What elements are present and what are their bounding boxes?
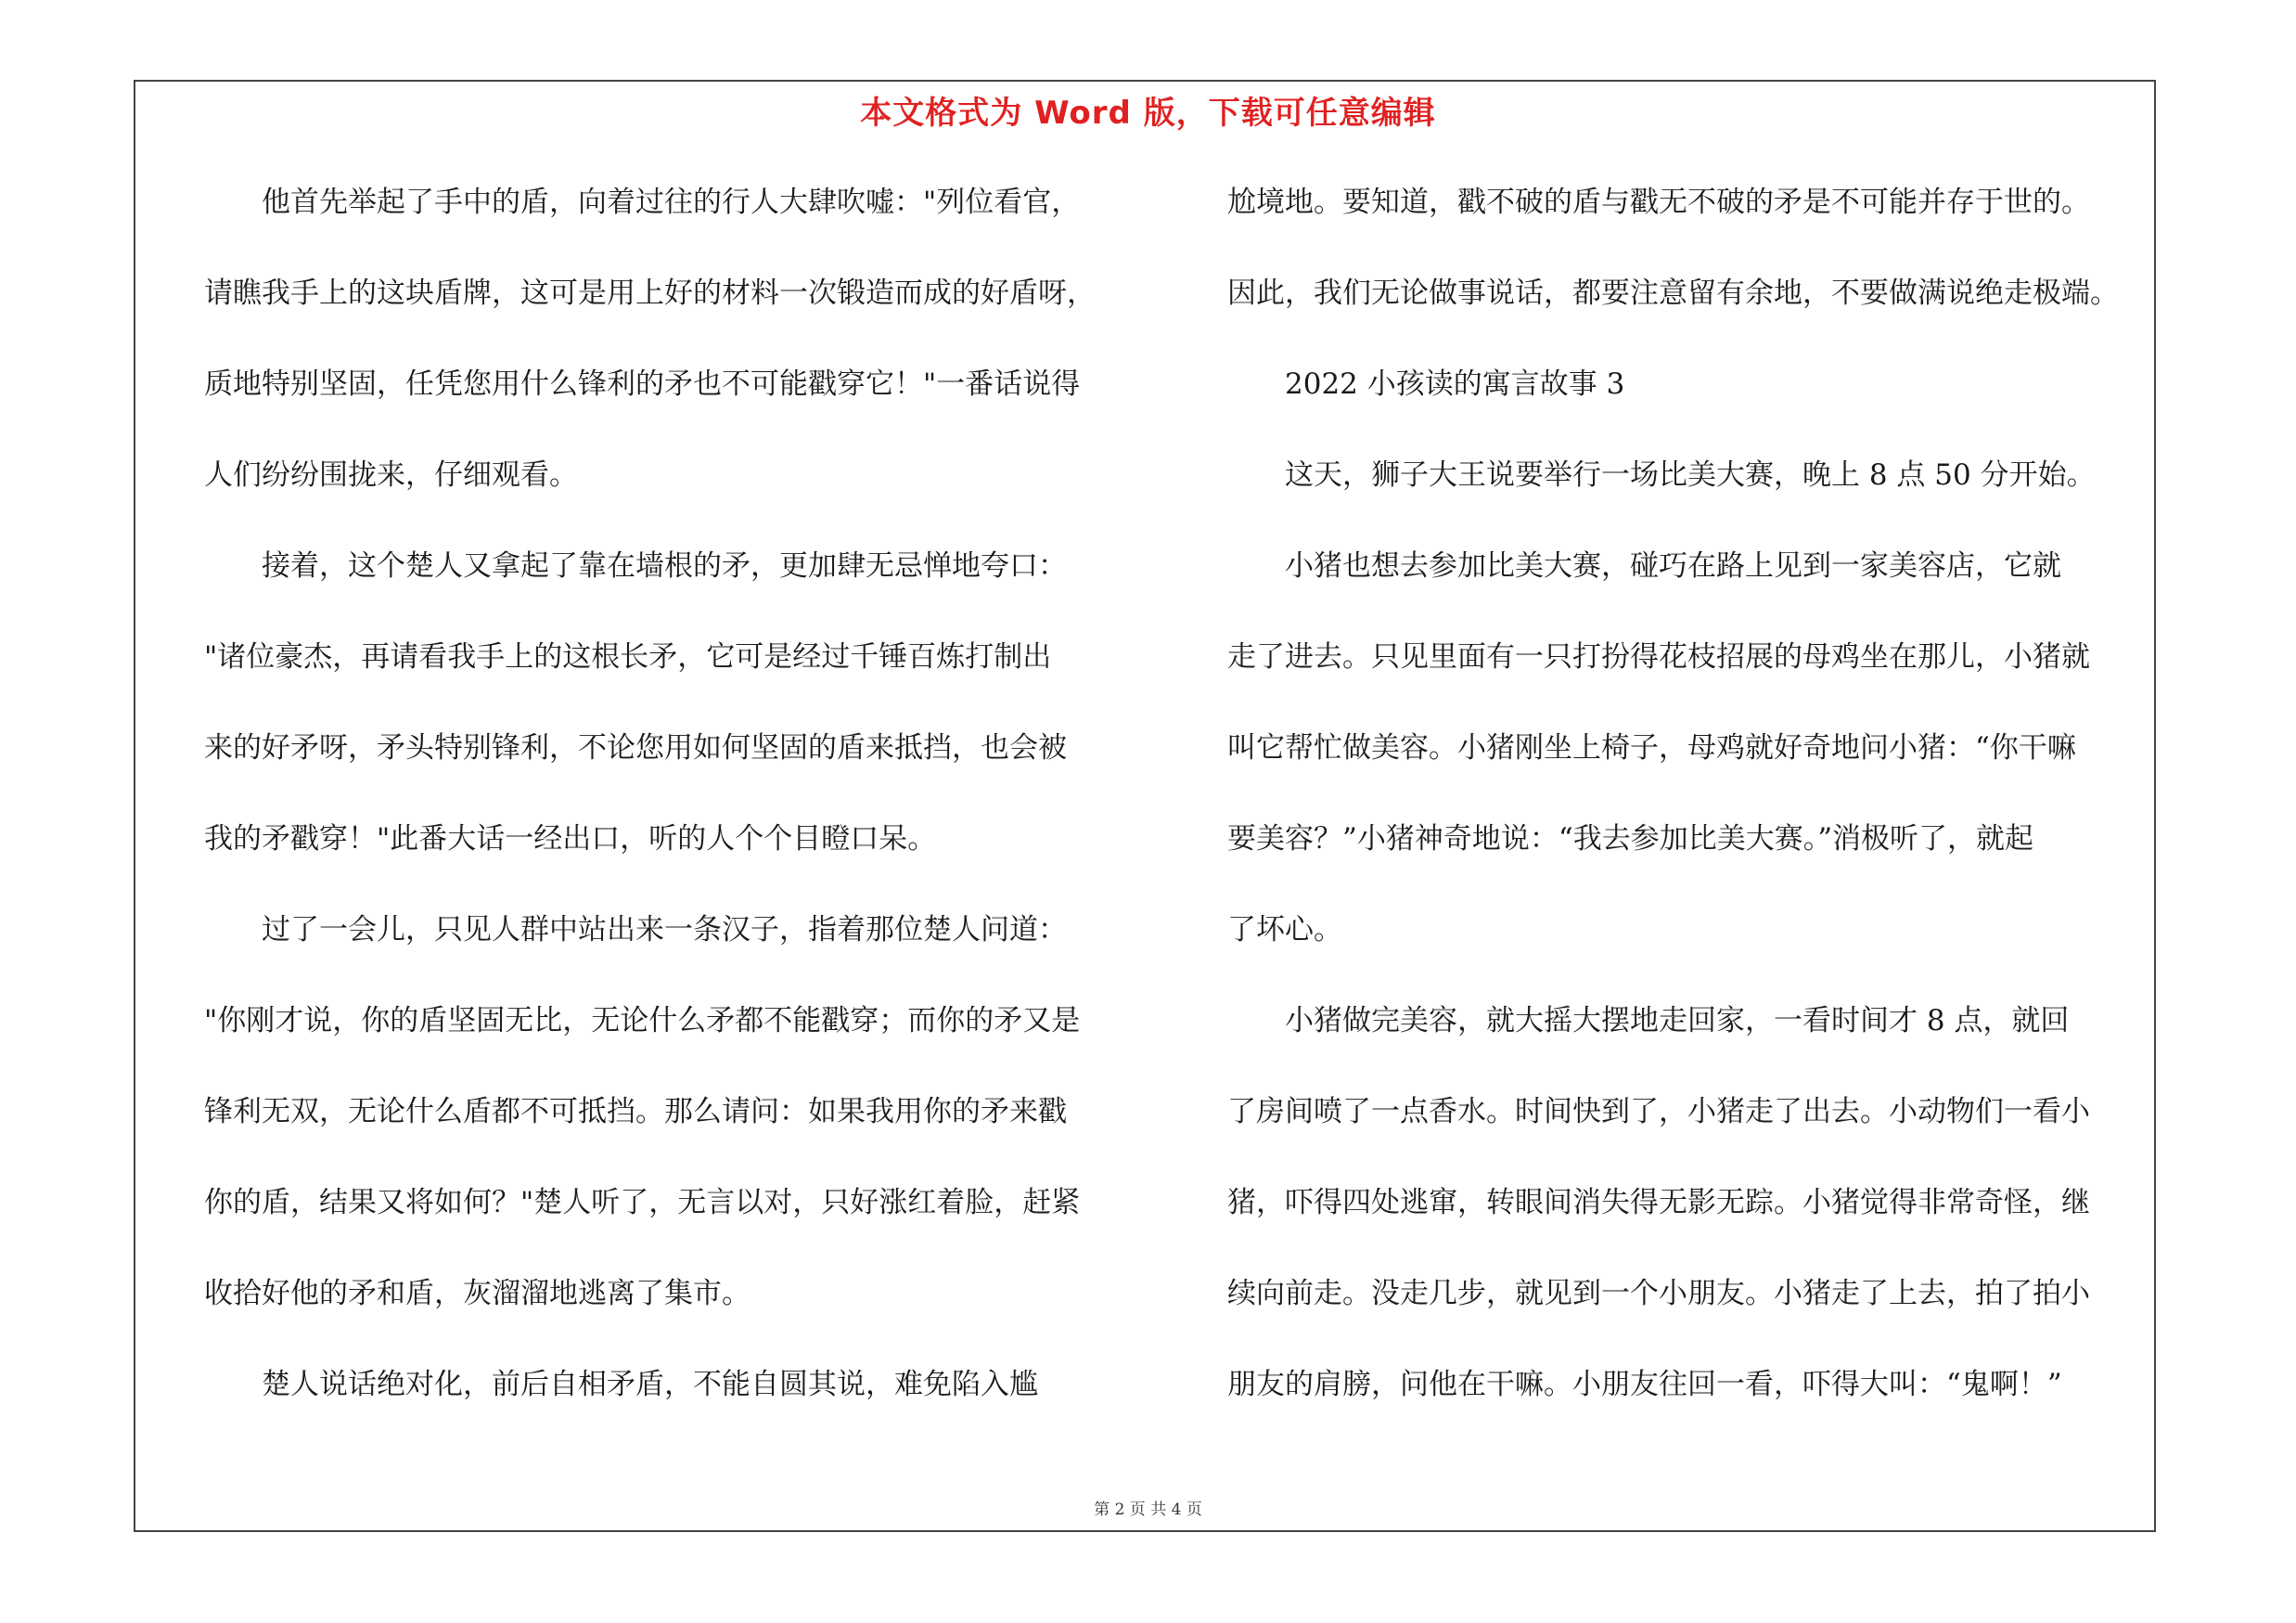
- left-line: 我的矛戳穿！"此番大话一经出口，听的人个个目瞪口呆。: [204, 822, 937, 856]
- left-line: 质地特别坚固，任凭您用什么锋利的矛也不可能戳穿它！"一番话说得: [204, 367, 1081, 401]
- right-line: 尬境地。要知道，戳不破的盾与戳无不破的矛是不可能并存于世的。: [1227, 186, 2090, 219]
- page-number-footer: 第 2 页 共 4 页: [1094, 1501, 1202, 1519]
- right-line: 叫它帮忙做美容。小猪刚坐上椅子，母鸡就好奇地问小猪：“你干嘛: [1227, 731, 2076, 765]
- left-line: 楚人说话绝对化，前后自相矛盾，不能自圆其说，难免陷入尴: [204, 1368, 1038, 1401]
- section-heading: 2022 小孩读的寓言故事 3: [1227, 367, 1625, 401]
- left-line: 人们纷纷围拢来，仔细观看。: [204, 458, 578, 492]
- left-line: 过了一会儿，只见人群中站出来一条汉子，指着那位楚人问道：: [204, 913, 1067, 947]
- right-line: 了坏心。: [1227, 913, 1342, 947]
- right-line: 小猪也想去参加比美大赛，碰巧在路上见到一家美容店，它就: [1227, 549, 2061, 583]
- right-line: 了房间喷了一点香水。时间快到了，小猪走了出去。小动物们一看小: [1227, 1095, 2090, 1128]
- left-line: 请瞧我手上的这块盾牌，这可是用上好的材料一次锻造而成的好盾呀，: [204, 277, 1096, 310]
- left-line: 接着，这个楚人又拿起了靠在墙根的矛，更加肆无忌惮地夸口：: [204, 549, 1067, 583]
- word-format-banner: 本文格式为 Word 版，下载可任意编辑: [860, 95, 1436, 132]
- left-line: "诸位豪杰，再请看我手上的这根长矛，它可是经过千锤百炼打制出: [204, 640, 1052, 674]
- left-column: [204, 176, 1178, 1449]
- right-line: 续向前走。没走几步，就见到一个小朋友。小猪走了上去，拍了拍小: [1227, 1277, 2090, 1310]
- left-line: "你刚才说，你的盾坚固无比，无论什么矛都不能戳穿；而你的矛又是: [204, 1004, 1081, 1037]
- right-column: [1227, 176, 2201, 1449]
- right-line: 猪，吓得四处逃窜，转眼间消失得无影无踪。小猪觉得非常奇怪，继: [1227, 1186, 2090, 1219]
- left-line: 你的盾，结果又将如何？"楚人听了，无言以对，只好涨红着脸，赶紧: [204, 1186, 1081, 1219]
- right-line: 因此，我们无论做事说话，都要注意留有余地，不要做满说绝走极端。: [1227, 277, 2119, 310]
- right-line: 朋友的肩膀，问他在干嘛。小朋友往回一看，吓得大叫：“鬼啊！”: [1227, 1368, 2062, 1401]
- left-line: 来的好矛呀，矛头特别锋利，不论您用如何坚固的盾来抵挡，也会被: [204, 731, 1067, 765]
- right-line: 走了进去。只见里面有一只打扮得花枝招展的母鸡坐在那儿，小猪就: [1227, 640, 2090, 674]
- right-line: 要美容？”小猪神奇地说：“我去参加比美大赛。”消极听了，就起: [1227, 822, 2034, 856]
- right-line: 小猪做完美容，就大摇大摆地走回家，一看时间才 8 点，就回: [1227, 1004, 2070, 1037]
- right-line: 这天，狮子大王说要举行一场比美大赛，晚上 8 点 50 分开始。: [1227, 458, 2096, 492]
- left-line: 收拾好他的矛和盾，灰溜溜地逃离了集市。: [204, 1277, 750, 1310]
- left-line: 他首先举起了手中的盾，向着过往的行人大肆吹嘘："列位看官，: [204, 186, 1081, 219]
- left-line: 锋利无双，无论什么盾都不可抵挡。那么请问：如果我用你的矛来戳: [204, 1095, 1067, 1128]
